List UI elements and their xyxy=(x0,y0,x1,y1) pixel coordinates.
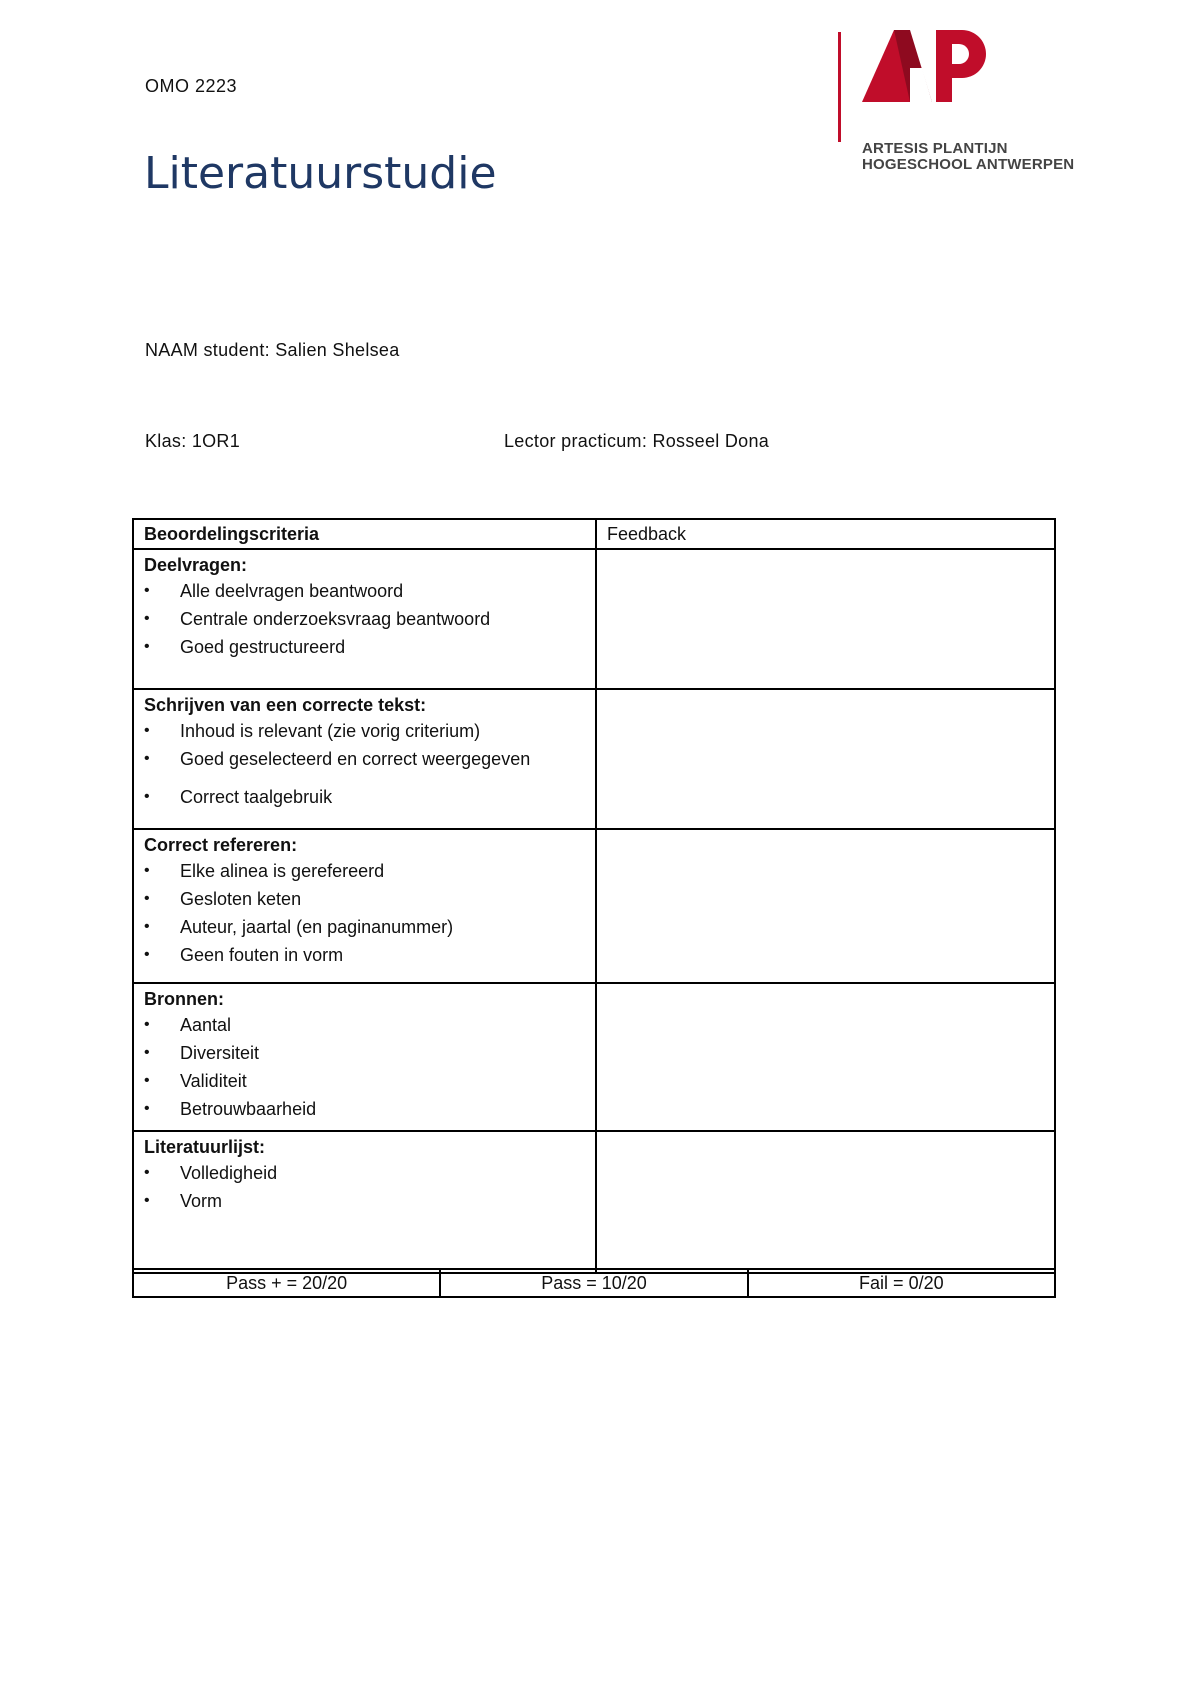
grade-row xyxy=(133,1269,1055,1297)
criterion-item xyxy=(144,944,585,966)
bullet-icon: • xyxy=(144,750,150,767)
criterion-items xyxy=(144,860,585,966)
course-code: OMO 2223 xyxy=(145,76,238,96)
criterion-row-schrijven xyxy=(133,689,1055,829)
criterion-item xyxy=(144,720,585,742)
bullet-icon: • xyxy=(144,1016,150,1033)
bullet-icon: • xyxy=(144,918,150,935)
criterion-title: Correct refereren: xyxy=(144,835,298,855)
criterion-item xyxy=(144,888,585,910)
bullet-icon: • xyxy=(144,582,150,599)
criterion-item xyxy=(144,1070,585,1092)
criterion-item-text: Auteur, jaartal (en paginanummer) xyxy=(180,917,454,937)
bullet-icon: • xyxy=(144,1164,150,1181)
bullet-icon: • xyxy=(144,788,150,805)
criterion-item-text: Vorm xyxy=(180,1191,223,1211)
grade-fail: Fail = 0/20 xyxy=(748,1269,1055,1297)
bullet-icon: • xyxy=(144,1044,150,1061)
student-class: Klas: 1OR1 xyxy=(145,431,241,451)
criterion-item xyxy=(144,860,585,882)
criterion-items xyxy=(144,720,585,808)
criterion-item-text: Elke alinea is gerefereerd xyxy=(180,861,385,881)
criterion-title: Bronnen: xyxy=(144,989,224,1009)
feedback-cell[interactable] xyxy=(596,1131,1055,1273)
criterion-row-deelvragen xyxy=(133,549,1055,689)
criterion-item xyxy=(144,636,585,658)
criterion-item xyxy=(144,1014,585,1036)
feedback-cell[interactable] xyxy=(596,983,1055,1131)
criterion-item-text: Geen fouten in vorm xyxy=(180,945,344,965)
criterion-item xyxy=(144,608,585,630)
criterion-item xyxy=(144,1098,585,1120)
logo-text-line1: ARTESIS PLANTIJN xyxy=(862,140,1008,157)
criterion-item xyxy=(144,786,585,808)
criterion-cell xyxy=(133,549,596,689)
grade-pass-plus: Pass + = 20/20 xyxy=(133,1269,440,1297)
feedback-cell[interactable] xyxy=(596,829,1055,983)
ap-logo-icon xyxy=(862,30,992,102)
feedback-cell[interactable] xyxy=(596,689,1055,829)
criterion-item-text: Validiteit xyxy=(180,1071,247,1091)
feedback-header: Feedback xyxy=(596,519,1055,549)
bullet-icon: • xyxy=(144,1072,150,1089)
bullet-icon: • xyxy=(144,638,150,655)
criterion-cell xyxy=(133,689,596,829)
student-name: NAAM student: Salien Shelsea xyxy=(145,340,400,360)
grade-pass: Pass = 10/20 xyxy=(440,1269,747,1297)
bullet-icon: • xyxy=(144,946,150,963)
rubric-table xyxy=(132,518,1056,1274)
criterion-cell xyxy=(133,983,596,1131)
bullet-icon: • xyxy=(144,610,150,627)
bullet-icon: • xyxy=(144,1192,150,1209)
criterion-item-text: Alle deelvragen beantwoord xyxy=(180,581,404,601)
criterion-item xyxy=(144,580,585,602)
criterion-item-text: Goed geselecteerd en correct weergegeven xyxy=(180,749,531,769)
institution-logo xyxy=(838,30,1078,173)
criterion-item xyxy=(144,916,585,938)
criteria-header: Beoordelingscriteria xyxy=(133,519,596,549)
rubric-header-row xyxy=(133,519,1055,549)
feedback-cell[interactable] xyxy=(596,549,1055,689)
criterion-item xyxy=(144,1162,585,1184)
criterion-item-text: Aantal xyxy=(180,1015,232,1035)
criterion-items xyxy=(144,580,585,658)
criterion-item-text: Gesloten keten xyxy=(180,889,302,909)
criterion-row-bronnen xyxy=(133,983,1055,1131)
bullet-icon: • xyxy=(144,862,150,879)
criterion-items xyxy=(144,1014,585,1120)
criterion-title: Deelvragen: xyxy=(144,555,248,575)
lector-practicum: Lector practicum: Rosseel Dona xyxy=(504,431,770,451)
grade-scale xyxy=(132,1268,1056,1298)
criterion-item-text: Betrouwbaarheid xyxy=(180,1099,317,1119)
criterion-item-text: Correct taalgebruik xyxy=(180,787,333,807)
bullet-icon: • xyxy=(144,890,150,907)
criterion-item xyxy=(144,748,585,770)
criterion-item-text: Goed gestructureerd xyxy=(180,637,346,657)
bullet-icon: • xyxy=(144,1100,150,1117)
criterion-title: Literatuurlijst: xyxy=(144,1137,266,1157)
page-title: Literatuurstudie xyxy=(144,148,497,199)
criterion-item-text: Inhoud is relevant (zie vorig criterium) xyxy=(180,721,481,741)
criterion-title: Schrijven van een correcte tekst: xyxy=(144,695,427,715)
criterion-cell xyxy=(133,829,596,983)
criterion-row-literatuurlijst xyxy=(133,1131,1055,1273)
criterion-item-text: Volledigheid xyxy=(180,1163,278,1183)
criterion-item-text: Diversiteit xyxy=(180,1043,260,1063)
criterion-item-text: Centrale onderzoeksvraag beantwoord xyxy=(180,609,491,629)
bullet-icon: • xyxy=(144,722,150,739)
criterion-item xyxy=(144,1042,585,1064)
logo-text-line2: HOGESCHOOL ANTWERPEN xyxy=(862,156,1075,173)
logo-divider xyxy=(838,32,841,142)
criterion-row-refereren xyxy=(133,829,1055,983)
criterion-item xyxy=(144,1190,585,1212)
criterion-cell xyxy=(133,1131,596,1273)
criterion-items xyxy=(144,1162,585,1212)
